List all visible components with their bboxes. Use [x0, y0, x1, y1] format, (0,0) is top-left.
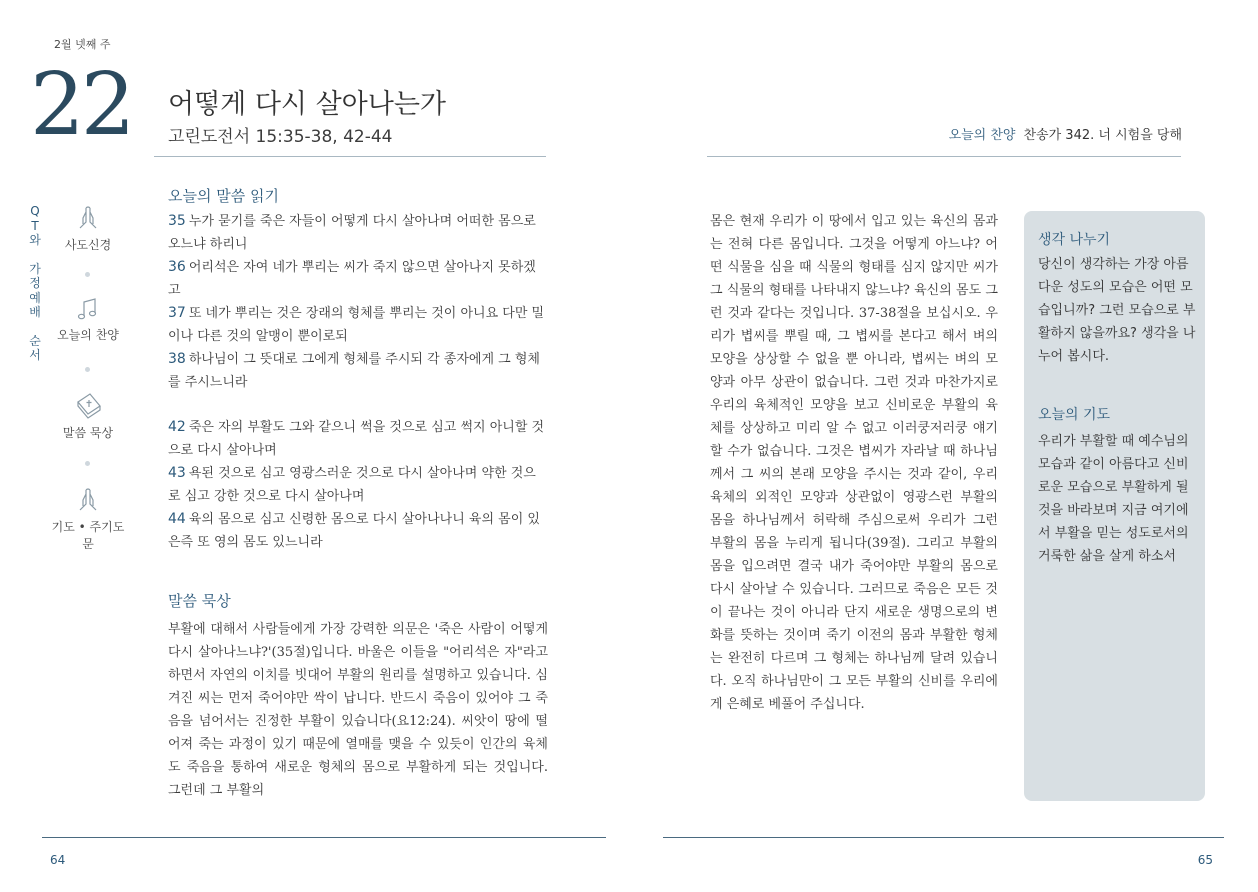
praying-hands-icon — [73, 204, 103, 234]
verse-number: 43 — [168, 465, 186, 481]
vertical-title-char: Q — [30, 204, 40, 218]
page-number-left: 64 — [50, 853, 66, 867]
vertical-title — [27, 204, 43, 363]
vertical-title-char: 예 — [29, 290, 41, 305]
prayer-text: 우리가 부활할 때 예수님의 모습과 같이 아름다고 신비로운 모습으로 부활하게 될 것을 바라보며 지금 여기에서 부활을 믿는 성도로서의 거룩한 삶을 살게 하소서 — [1038, 434, 1189, 564]
step-prayer — [48, 486, 128, 552]
reflection-box — [1024, 211, 1205, 801]
verse — [168, 302, 548, 348]
vertical-title-spacer — [27, 248, 43, 262]
verse-text: 죽은 자의 부활도 그와 같으니 썩을 것으로 심고 썩지 아니할 것으로 다시 살아나며 — [168, 420, 545, 458]
meditation-text-right: 몸은 현재 우리가 이 땅에서 입고 있는 육신의 몸과는 전혀 다른 몸입니다. 그것을 어떻게 아느냐? 어떤 식물을 심을 때 식물의 형태를 심지 않지만 씨가 그 식물의 형태를 나타내지 않느냐? 육신의 몸도 그런 것과 같다는 것입니다. 37-38절을 보십시오. 우리가 볍씨를 뿌릴 때, 그 볍씨를 본다고 해서 벼의 모양을 상상할 수 없을 뿐 아니라, 볍씨는 벼의 모양과 아무 상관이 없습니다. 그런 것과 마찬가지로 우리의 육체적인 모양을 보고 신비로운 부활의 육체를 상상하고 미리 알 수 없고 이러쿵저러쿵 얘기할 수가 없습니다. 그것은 볍씨가 자라날 때 하나님께서 그 씨의 본래 모양을 주시는 것과 같이, 우리 육체의 외적인 모양과 상관없이 영광스런 부활의 몸을 하나님께서 허락해 주심으로써 우리가 그런 부활의 몸을 누리게 됩니다(39절). 그리고 부활의 몸을 입으려면 결국 내가 죽어야만 부활의 몸으로 다시 살아날 수 있습니다. 그러므로 죽음은 모든 것이 끝나는 것이 아니라 단지 새로운 생명으로의 변화를 뜻하는 것이며 죽기 이전의 몸과 부활한 형체는 완전히 다르며 그 형체는 하나님께 달려 있습니다. 오직 하나님만이 그 모든 부활의 신비를 우리에게 은혜로 베풀어 주십니다. — [710, 214, 998, 712]
meditation-text-left: 부활에 대해서 사람들에게 가장 강력한 의문은 '죽은 사람이 어떻게 다시 살아나느냐?'(35절)입니다. 바울은 이들을 "어리석은 자"라고 하면서 자연의 이치를 빗대어 부활의 원리를 설명하고 있습니다. 심겨진 씨는 먼저 죽어야만 싹이 납니다. 반드시 죽음이 있어야 그 죽음을 넘어서는 진정한 부활이 있습니다(요12:24). 씨앗이 땅에 떨어져 죽는 과정이 있기 때문에 열매를 맺을 수 있듯이 인간의 육체도 죽음을 통하여 새로운 형체의 몸으로 부활하게 되는 것입니다. 그런데 그 부활의 — [168, 622, 548, 798]
verse-number: 36 — [168, 259, 186, 275]
footer-divider-right — [663, 837, 1224, 838]
music-note-icon — [73, 296, 103, 324]
verse-number: 35 — [168, 213, 186, 229]
share-heading: 생각 나누기 — [1038, 232, 1111, 248]
step-label: 기도 • 주기도문 — [51, 520, 125, 551]
vertical-title-char: 정 — [29, 276, 41, 290]
verse — [168, 348, 548, 394]
vertical-title-char: 와 — [29, 233, 41, 247]
step-label: 사도신경 — [64, 238, 112, 252]
bible-icon — [72, 390, 104, 422]
step-todays-hymn — [48, 296, 128, 343]
verse — [168, 416, 548, 462]
verse-text: 누가 묻기를 죽은 자들이 어떻게 다시 살아나며 어떠한 몸으로 오느냐 하리니 — [168, 214, 536, 252]
verse-text: 육의 몸으로 심고 신령한 몸으로 다시 살아나나니 육의 몸이 있은즉 또 영의 몸도 있느니라 — [168, 512, 540, 550]
verse-number: 42 — [168, 419, 186, 435]
step-apostles-creed — [48, 204, 128, 253]
hymn-value: 찬송가 342. 너 시험을 당해 — [1023, 128, 1182, 143]
step-separator-dot — [85, 272, 90, 277]
praying-hands-icon — [73, 486, 103, 516]
verse-number: 37 — [168, 305, 186, 321]
meditation-heading: 말씀 묵상 — [168, 592, 231, 610]
header-divider-left — [154, 156, 546, 157]
hymn-label: 오늘의 찬양 — [948, 128, 1016, 143]
step-label: 오늘의 찬양 — [57, 328, 119, 342]
vertical-title-char: 가 — [29, 261, 41, 276]
verse-text: 어리석은 자여 네가 뿌리는 씨가 죽지 않으면 살아나지 못하겠고 — [168, 260, 536, 298]
verse — [168, 462, 548, 508]
vertical-title-char: 서 — [29, 348, 41, 362]
prayer-heading: 오늘의 기도 — [1038, 407, 1111, 423]
vertical-title-char: T — [31, 218, 39, 233]
vertical-title-spacer — [27, 320, 43, 334]
step-separator-dot — [85, 367, 90, 372]
todays-hymn — [949, 124, 1182, 143]
verse-number: 38 — [168, 351, 186, 367]
vertical-title-char: 순 — [29, 333, 41, 348]
page-number-right: 65 — [1197, 853, 1213, 867]
step-separator-dot — [85, 461, 90, 466]
verse — [168, 210, 548, 256]
bible-verses — [168, 210, 548, 554]
verse-gap — [168, 394, 548, 416]
verse-text: 또 네가 뿌리는 것은 장래의 형체를 뿌리는 것이 아니요 다만 밀이나 다른 것의 알맹이 뿐이로되 — [168, 306, 545, 344]
verse-text: 욕된 것으로 심고 영광스러운 것으로 다시 살아나며 약한 것으로 심고 강한 것으로 다시 살아나며 — [168, 466, 536, 504]
header-divider-right — [707, 156, 1181, 157]
share-text: 당신이 생각하는 가장 아름다운 성도의 모습은 어떤 모습입니까? 그런 모습으로 부활하지 않을까요? 생각을 나누어 봅시다. — [1038, 257, 1196, 364]
step-label: 말씀 묵상 — [62, 426, 114, 440]
scripture-reference: 고린도전서 15:35-38, 42-44 — [168, 127, 393, 147]
page-title: 어떻게 다시 살아나는가 — [168, 89, 446, 120]
week-label: 2월 넷째 주 — [54, 38, 111, 51]
verse — [168, 256, 548, 302]
verse — [168, 508, 548, 554]
verse-number: 44 — [168, 511, 186, 527]
reading-heading: 오늘의 말씀 읽기 — [168, 187, 279, 205]
footer-divider-left — [42, 837, 606, 838]
vertical-title-char: 배 — [29, 305, 41, 319]
day-number: 22 — [30, 55, 132, 155]
step-word-meditation — [48, 390, 128, 441]
verse-text: 하나님이 그 뜻대로 그에게 형체를 주시되 각 종자에게 그 형체를 주시느니라 — [168, 352, 540, 390]
